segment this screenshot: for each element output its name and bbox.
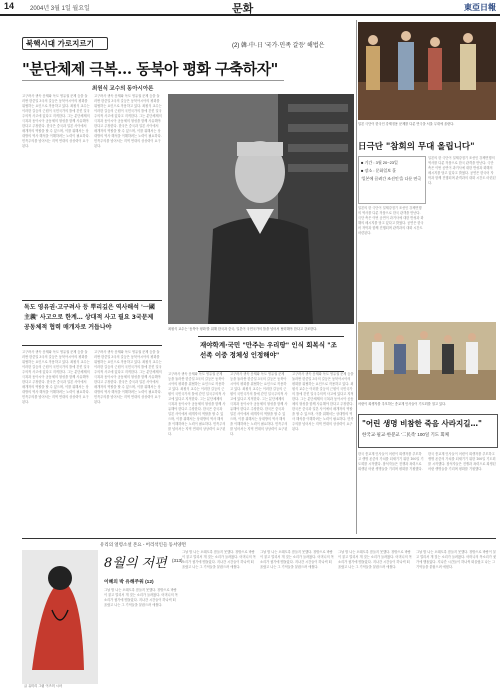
serial-teaser: 유리의 얼령소설 본요 - 어리석인들 동서양면 [100, 542, 186, 547]
serial-installment: (313) [172, 558, 183, 563]
theatre-photo-caption: 일본 극단이 한국인 강제징용 문제를 다룬 연극을 서울 무대에 올린다. [358, 122, 455, 126]
main-body-col-4: 고구려사 귀속 문제와 독도 영유권 문제 등을 둘러싼 한중일 3국의 갈등은 동북아시아의 평화를 위협하는 요인으로 작용하고 있다. 최원식 교수는 이러한 갈등의 근원이 국민국가의 틀에 갇힌 일국주의적 사고에 있다고 지적한다. 그는 분단체제의 극복과 동아시아 공동체의 형성을 함께 사유해야 한다고 주장한다. 한국은 중국과 일본 사이에서 매개자의 역할을 할 수 있으며, 이를 위해서는 상대방의 역사 해석을 이해하려는 노력이 필요하다. 민족주의를 넘어서는 지역 연대의 상상력이 요구된다. [94, 350, 162, 404]
serial-illustration [22, 550, 98, 684]
serial-body-col-2: 그날 밤 나는 오래도록 잠들지 못했다. 창밖으로 바람이 불고 멀리서 개 짖는 소리가 들려왔다. 어머니의 목소리가 귓가에 맴돌았다. 지나간 시간들이 하나씩 떠올랐고 나는 그 기억들을 붙잡으려 애썼다. [182, 550, 256, 569]
serial-body-col-1: 그날 밤 나는 오래도록 잠들지 못했다. 창밖으로 바람이 불고 멀리서 개 짖는 소리가 들려왔다. 어머니의 목소리가 귓가에 맴돌았다. 지나간 시간들이 하나씩 떠올랐고 나는 그 기억들을 붙잡으려 애썼다. [104, 588, 178, 607]
serial-title: 8월의 저편 [104, 556, 167, 571]
main-body-col-7: 고구려사 귀속 문제와 독도 영유권 문제 등을 둘러싼 한중일 3국의 갈등은 동북아시아의 평화를 위협하는 요인으로 작용하고 있다. 최원식 교수는 이러한 갈등의 근원이 국민국가의 틀에 갇힌 일국주의적 사고에 있다고 지적한다. 그는 분단체제의 극복과 동아시아 공동체의 형성을 함께 사유해야 한다고 주장한다. 한국은 중국과 일본 사이에서 매개자의 역할을 할 수 있으며, 이를 위해서는 상대방의 역사 해석을 이해하려는 노력이 필요하다. 민족주의를 넘어서는 지역 연대의 상상력이 요구된다. [292, 372, 354, 431]
series-label: 북핵시대 가로지르기 [26, 39, 94, 48]
stage-photo-illustration [358, 22, 496, 120]
column-rule-right [356, 20, 357, 534]
main-body-col-3: 고구려사 귀속 문제와 독도 영유권 문제 등을 둘러싼 한중일 3국의 갈등은 동북아시아의 평화를 위협하는 요인으로 작용하고 있다. 최원식 교수는 이러한 갈등의 근원이 국민국가의 틀에 갇힌 일국주의적 사고에 있다고 지적한다. 그는 분단체제의 극복과 동아시아 공동체의 형성을 함께 사유해야 한다고 주장한다. 한국은 중국과 일본 사이에서 매개자의 역할을 할 수 있으며, 이를 위해서는 상대방의 역사 해석을 이해하려는 노력이 필요하다. 민족주의를 넘어서는 지역 연대의 상상력이 요구된다. [22, 350, 90, 404]
professor-photo-illustration [168, 94, 354, 324]
main-subhead: 독도 영유권·고구려사 등 뿌리깊은 역사해석 '一國主義' 사고으로 한계… 상대적 사고 필요 3국문제 공동체적 협력 매개자로 거듭나야 [24, 304, 155, 331]
main-body-col-1: 고구려사 귀속 문제와 독도 영유권 문제 등을 둘러싼 한중일 3국의 갈등은 동북아시아의 평화를 위협하는 요인으로 작용하고 있다. 최원식 교수는 이러한 갈등의 근원이 국민국가의 틀에 갇힌 일국주의적 사고에 있다고 지적한다. 그는 분단체제의 극복과 동아시아 공동체의 형성을 함께 사유해야 한다고 주장한다. 한국은 중국과 일본 사이에서 매개자의 역할을 할 수 있으며, 이를 위해서는 상대방의 역사 해석을 이해하려는 노력이 필요하다. 민족주의를 넘어서는 지역 연대의 상상력이 요구된다. [22, 94, 90, 148]
main-photo-caption: 최원식 교수는 '동북아 평화'를 위해 한국과 중국, 일본이 국민국가의 틀을 넘어서 협력해야 한다고 강조한다. [168, 327, 318, 331]
headline-rule [22, 80, 284, 81]
paper-logo: 東亞日報 [464, 3, 496, 12]
main-headline: "분단체제 극복… 동북아 평화 구축하자" [22, 60, 278, 78]
serial-author: 이혜의 박 유해주워 (12) [104, 580, 154, 585]
theatre-body-col-1: 일본의 한 극단이 일제강점기 조선인 강제연행의 역사를 다룬 작품으로 한국 관객을 만난다. 극단 측은 이번 공연이 과거사에 대한 반성과 화해의 메시지를 담고 있다고 밝혔다. 공연은 한국어 자막과 함께 진행되며 관객과의 대화 시간도 마련된다. [358, 206, 424, 235]
page-number: 14 [4, 1, 15, 11]
ceremony-photo-caption: 어린이 희생자를 추모하는 종교계 인사들이 기도회를 열고 있다. [358, 402, 447, 406]
theatre-info-line-2: ■ 장소 : 문화일보 홀 [361, 168, 397, 173]
ceremony-photo-illustration [358, 322, 496, 400]
serial-divider [22, 538, 496, 539]
theatre-photo [358, 22, 496, 120]
main-body-col-2: 고구려사 귀속 문제와 독도 영유권 문제 등을 둘러싼 한중일 3국의 갈등은 동북아시아의 평화를 위협하는 요인으로 작용하고 있다. 최원식 교수는 이러한 갈등의 근원이 국민국가의 틀에 갇힌 일국주의적 사고에 있다고 지적한다. 그는 분단체제의 극복과 동아시아 공동체의 형성을 함께 사유해야 한다고 주장한다. 한국은 중국과 일본 사이에서 매개자의 역할을 할 수 있으며, 이를 위해서는 상대방의 역사 해석을 이해하려는 노력이 필요하다. 민족주의를 넘어서는 지역 연대의 상상력이 요구된다. [94, 94, 162, 148]
main-body-col-6: 고구려사 귀속 문제와 독도 영유권 문제 등을 둘러싼 한중일 3국의 갈등은 동북아시아의 평화를 위협하는 요인으로 작용하고 있다. 최원식 교수는 이러한 갈등의 근원이 국민국가의 틀에 갇힌 일국주의적 사고에 있다고 지적한다. 그는 분단체제의 극복과 동아시아 공동체의 형성을 함께 사유해야 한다고 주장한다. 한국은 중국과 일본 사이에서 매개자의 역할을 할 수 있으며, 이를 위해서는 상대방의 역사 해석을 이해하려는 노력이 필요하다. 민족주의를 넘어서는 지역 연대의 상상력이 요구된다. [230, 372, 288, 436]
story2-body-col-2: 한국 종교계 인사들이 어린이 희생자를 추모하고 생명 존중의 가치를 되새기기 위한 100일 기도회를 시작했다. 참석자들은 전쟁과 폭력으로 희생된 어린 생명들을 기리며 평화를 기원했다. [428, 452, 496, 471]
serial-illustration-art [22, 550, 98, 684]
issue-date: 2004년 3월 1일 월요일 [30, 6, 90, 12]
main-body-col-5: 고구려사 귀속 문제와 독도 영유권 문제 등을 둘러싼 한중일 3국의 갈등은 동북아시아의 평화를 위협하는 요인으로 작용하고 있다. 최원식 교수는 이러한 갈등의 근원이 국민국가의 틀에 갇힌 일국주의적 사고에 있다고 지적한다. 그는 분단체제의 극복과 동아시아 공동체의 형성을 함께 사유해야 한다고 주장한다. 한국은 중국과 일본 사이에서 매개자의 역할을 할 수 있으며, 이를 위해서는 상대방의 역사 해석을 이해하려는 노력이 필요하다. 민족주의를 넘어서는 지역 연대의 상상력이 요구된다. [168, 372, 226, 436]
byline: 최원식 교수의 동아시아론 [92, 86, 154, 92]
serial-illustration-caption: 글 유미리 그림 이즈미 시마 [24, 684, 62, 688]
serial-body-col-3: 그날 밤 나는 오래도록 잠들지 못했다. 창밖으로 바람이 불고 멀리서 개 짖는 소리가 들려왔다. 어머니의 목소리가 귓가에 맴돌았다. 지나간 시간들이 하나씩 떠올랐고 나는 그 기억들을 붙잡으려 애썼다. [260, 550, 334, 569]
page-header [0, 0, 500, 16]
theatre-body-col-2: 일본의 한 극단이 일제강점기 조선인 강제연행의 역사를 다룬 작품으로 한국 관객을 만난다. 극단 측은 이번 공연이 과거사에 대한 반성과 화해의 메시지를 담고 있다고 밝혔다. 공연은 한국어 자막과 함께 진행되며 관객과의 대화 시간도 마련된다. [428, 156, 496, 185]
story2-body-col-1: 한국 종교계 인사들이 어린이 희생자를 추모하고 생명 존중의 가치를 되새기기 위한 100일 기도회를 시작했다. 참석자들은 전쟁과 폭력으로 희생된 어린 생명들을 기리며 평화를 기원했다. [358, 452, 424, 471]
theatre-info-line-1: ■ 기간 : 3월 20~23일 [361, 160, 398, 165]
theatre-headline: 日극단 "참회의 무대 올립니다" [358, 142, 475, 152]
theatre-info-line-3: '일본에 끌려간 조선인'을 다룬 연극 [361, 176, 422, 181]
ceremony-photo [358, 322, 496, 400]
pull-quote: 재야학계·국민 "만주는 우리땅" 인식 회복식 "조선족 이중 정체성 인정해야" [200, 341, 337, 359]
section-title: 문화 [232, 2, 254, 15]
series-number: (2) 韓·中·日 '국가·민족 갈등' 해법은 [232, 43, 325, 49]
serial-body-col-4: 그날 밤 나는 오래도록 잠들지 못했다. 창밖으로 바람이 불고 멀리서 개 짖는 소리가 들려왔다. 어머니의 목소리가 귓가에 맴돌았다. 지나간 시간들이 하나씩 떠올랐고 나는 그 기억들을 붙잡으려 애썼다. [338, 550, 412, 569]
main-photo [168, 94, 354, 324]
story2-headline: "어린 생명 비참한 죽음 사라지길…" [362, 419, 482, 428]
serial-body-col-5: 그날 밤 나는 오래도록 잠들지 못했다. 창밖으로 바람이 불고 멀리서 개 짖는 소리가 들려왔다. 어머니의 목소리가 귓가에 맴돌았다. 지나간 시간들이 하나씩 떠올랐고 나는 그 기억들을 붙잡으려 애썼다. [416, 550, 496, 569]
story2-subhead: 한국교·필교·한분교 '二民족' 100일 기도 회체 [362, 432, 450, 437]
